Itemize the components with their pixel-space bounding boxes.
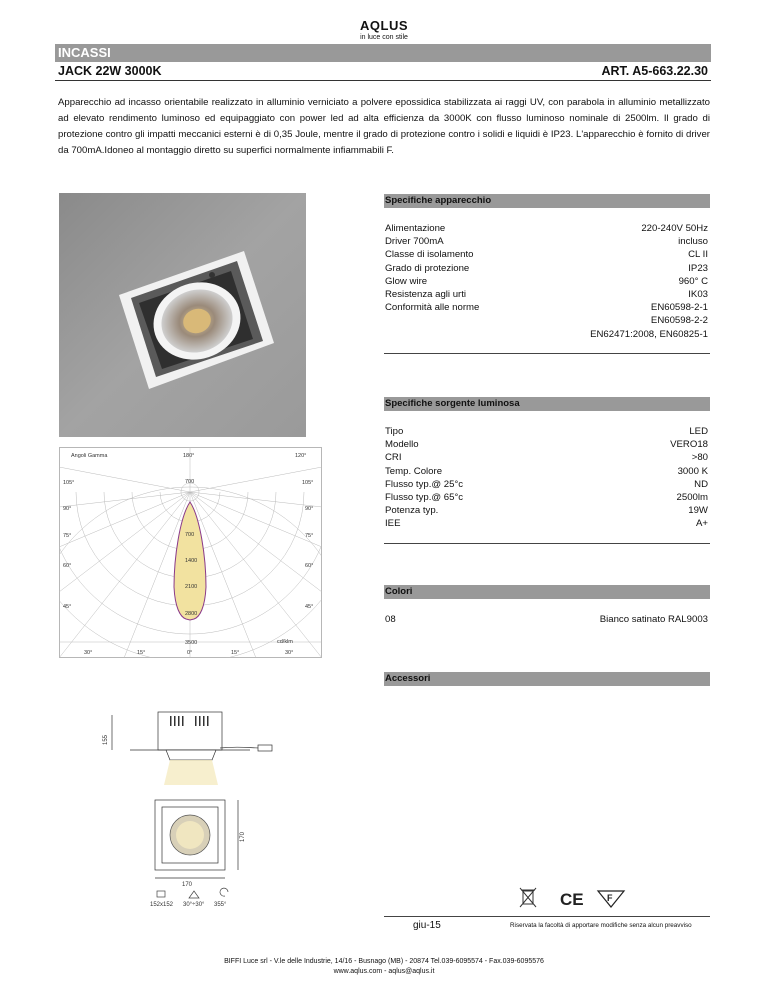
spec-value: 2500lm xyxy=(676,491,708,503)
product-photo xyxy=(59,193,306,437)
colors-title: Colori xyxy=(384,585,710,599)
polar-bottom-angle: 15° xyxy=(137,650,146,656)
spec-row xyxy=(384,451,710,464)
spec-value: 220-240V 50Hz xyxy=(641,223,708,234)
polar-unit: cd/klm xyxy=(277,639,293,645)
product-header xyxy=(55,63,711,81)
spec-row xyxy=(384,465,710,478)
brand-tagline: in luce con stile xyxy=(360,34,408,41)
spec-label: Flusso typ.@ 65°c xyxy=(385,491,464,503)
polar-radial-value: 700 xyxy=(185,532,195,538)
spec-value: 3000 K xyxy=(677,465,708,477)
spec-row xyxy=(384,425,710,438)
spec-row xyxy=(384,504,710,517)
spec-row xyxy=(384,328,710,341)
certification-marks xyxy=(518,885,628,911)
polar-bottom-angle: 15° xyxy=(231,650,240,656)
polar-radial-value: 3500 xyxy=(185,640,198,646)
spec-label: Tipo xyxy=(385,426,404,437)
spec-label: Temp. Colore xyxy=(385,465,443,477)
color-code: 08 xyxy=(385,614,396,625)
spec-label: Alimentazione xyxy=(385,223,446,234)
category-bar: INCASSI xyxy=(55,44,711,62)
accessories-title: Accessori xyxy=(384,672,710,686)
dim-width: 170 xyxy=(182,882,193,888)
spec-label: CRI xyxy=(385,452,402,464)
spec-row xyxy=(384,314,710,327)
spec-cutout: 152x152 xyxy=(150,902,174,908)
ce-mark: CE xyxy=(560,890,584,909)
spec-rotation: 355° xyxy=(214,902,227,908)
spec-label: IEE xyxy=(385,518,401,530)
polar-left-angle: 45° xyxy=(63,604,72,610)
spec-label: Conformità alle norme xyxy=(385,302,480,314)
polar-radial-value: 2800 xyxy=(185,611,198,617)
spec-value: A+ xyxy=(695,518,708,530)
divider xyxy=(384,916,710,917)
source-specs-title: Specifiche sorgente luminosa xyxy=(384,397,710,411)
polar-radial-value: 700 xyxy=(185,479,195,485)
spec-value: incluso xyxy=(678,236,708,248)
brand-name: AQLUS xyxy=(360,18,408,33)
spec-tilt: 30°÷30° xyxy=(183,902,205,908)
spec-row xyxy=(384,301,710,314)
polar-right-angle: 60° xyxy=(305,563,314,569)
polar-left-angle: 75° xyxy=(63,533,72,539)
polar-title: Angoli Gamma xyxy=(71,453,108,459)
polar-radial-value: 1400 xyxy=(185,558,198,564)
spec-value: EN62471:2008, EN60825-1 xyxy=(590,328,708,340)
spec-row xyxy=(384,491,710,504)
divider xyxy=(384,353,710,354)
spec-row xyxy=(384,275,710,288)
rights-note: Riservata la facoltà di apportare modifiche senza alcun preavviso xyxy=(510,922,692,929)
spec-value: 960° C xyxy=(678,275,708,287)
fixture-specs-table xyxy=(384,222,710,341)
spec-row xyxy=(384,248,710,261)
spec-value: EN60598-2-2 xyxy=(650,315,708,327)
dim-depth: 170 xyxy=(240,831,246,842)
technical-drawing xyxy=(100,690,290,920)
polar-radial-value: 2100 xyxy=(185,584,198,590)
spec-row xyxy=(384,288,710,301)
spec-value: VERO18 xyxy=(670,439,708,451)
spec-value: >80 xyxy=(691,452,708,464)
spec-row xyxy=(384,262,710,275)
spec-label: Driver 700mA xyxy=(385,236,444,248)
weee-bin-icon xyxy=(520,888,536,907)
spec-value: IK03 xyxy=(688,288,708,300)
spec-label: Classe di isolamento xyxy=(385,249,474,261)
source-specs-table xyxy=(384,425,710,531)
spec-value: CL II xyxy=(688,249,708,261)
polar-left-angle: 60° xyxy=(63,563,72,569)
spec-label: Glow wire xyxy=(385,275,428,287)
spec-label: Grado di protezione xyxy=(385,262,470,274)
polar-top-angle: 180° xyxy=(183,453,195,459)
spec-row xyxy=(384,478,710,491)
spec-label: Potenza typ. xyxy=(385,505,439,517)
polar-left-angle: 105° xyxy=(63,480,75,486)
spec-row xyxy=(384,438,710,451)
product-description: Apparecchio ad incasso orientabile realizzato in alluminio verniciato a polvere epossidica stabilizzata ai raggi UV, con parabola in alluminio metallizzato ad elevato rendimento luminoso ed equipaggiato con power led ad alta efficienza da 3000K con flusso luminoso nominale di 2500lm. Il grado di protezione contro gli impatti meccanici esterni è di 0,35 Joule, mentre il grado di protezione contro i solidi e liquidi è IP23. L'apparecchio è fornito di driver da 700mA.Idoneo al montaggio diretto su superfici normalmente infiammabili F. xyxy=(58,97,710,156)
polar-bottom-angle: 30° xyxy=(285,650,294,656)
f-mark-icon xyxy=(598,891,624,907)
spec-label: Modello xyxy=(385,439,419,451)
spec-value: IP23 xyxy=(688,262,708,274)
polar-right-angle: 105° xyxy=(302,480,314,486)
product-name: JACK 22W 3000K xyxy=(58,64,162,78)
polar-right-angle: 90° xyxy=(305,506,314,512)
spec-value: 19W xyxy=(688,505,708,517)
polar-top-angle: 120° xyxy=(295,453,307,459)
spec-label: Resistenza agli urti xyxy=(385,288,467,300)
spec-value: ND xyxy=(694,478,708,490)
revision-date: giu-15 xyxy=(413,920,441,931)
footer-address: BIFFI Luce srl - V.le delle Industrie, 14/16 - Busnago (MB) - 20874 Tel.039-6095574 - Fax.039-6095576 xyxy=(224,958,544,965)
fixture-specs-title: Specifiche apparecchio xyxy=(384,194,710,208)
spec-value: EN60598-2-1 xyxy=(650,302,708,314)
polar-right-angle: 75° xyxy=(305,533,314,539)
footer-contacts: www.aqlus.com - aqlus@aqlus.it xyxy=(333,968,435,975)
polar-right-angle: 45° xyxy=(305,604,314,610)
polar-bottom-angle: 30° xyxy=(84,650,93,656)
svg-text:F: F xyxy=(607,893,613,903)
spec-label: Flusso typ.@ 25°c xyxy=(385,478,464,490)
spec-row xyxy=(384,222,710,235)
polar-bottom-angle: 0° xyxy=(187,650,193,656)
photometric-diagram xyxy=(59,447,322,658)
spec-row xyxy=(384,517,710,530)
color-name: Bianco satinato RAL9003 xyxy=(599,614,708,625)
spec-value: LED xyxy=(689,426,708,437)
dim-height: 155 xyxy=(103,734,109,745)
product-article: ART. A5-663.22.30 xyxy=(601,64,708,78)
polar-left-angle: 90° xyxy=(63,506,72,512)
divider xyxy=(384,543,710,544)
spec-row xyxy=(384,235,710,248)
